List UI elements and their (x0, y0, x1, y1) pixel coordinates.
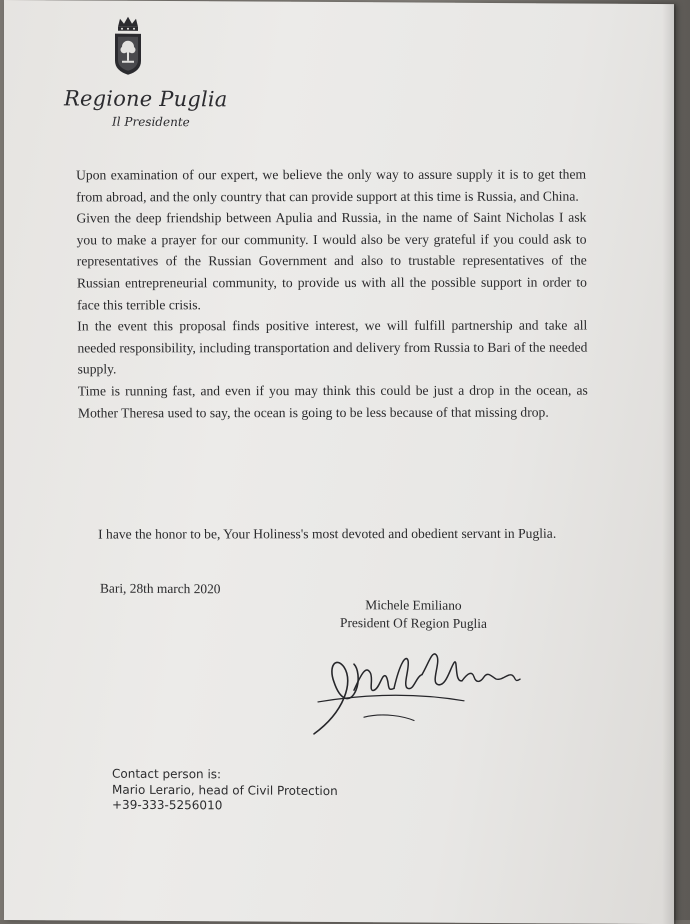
signer-title: President Of Region Puglia (340, 615, 487, 631)
signer-name: Michele Emiliano (365, 597, 462, 613)
letterhead-office: Il Presidente (112, 114, 190, 130)
contact-person: Mario Lerario, head of Civil Protection (112, 782, 338, 798)
place-date: Bari, 28th march 2020 (100, 580, 221, 597)
signer-block (340, 596, 487, 633)
body-paragraph-2: Given the deep friendship between Apulia and Russia, in the name of Saint Nicholas I ask you to make a prayer for our community. I would also be very grateful if you could ask to representatives of the Russian Government and also to trustable representatives of the Russian entrepreneurial community, to provide us with all the possible support in order to face this terrible crisis. (76, 209, 587, 313)
handwritten-signature (304, 642, 544, 743)
letterhead (64, 14, 228, 135)
contact-block (112, 767, 338, 815)
body-paragraph-1: Upon examination of our expert, we believe the only way to assure supply it is to get them from abroad, and the only country that can provide support at this time is Russia, and China. (76, 166, 587, 205)
closing-line: I have the honor to be, Your Holiness's most devoted and obedient servant in Puglia. (98, 525, 557, 542)
letter-page (4, 0, 674, 924)
contact-heading: Contact person is: (112, 766, 222, 782)
letterhead-institution: Regione Puglia (64, 86, 228, 112)
body-paragraph-3: In the event this proposal finds positive interest, we will fulfill partnership and take all needed responsibility, including transportation and delivery from Russia to Bari of the needed supply. (77, 317, 588, 377)
letter-body (76, 164, 588, 424)
body-paragraph-4: Time is running fast, and even if you may think this could be just a drop in the ocean, as Mother Theresa used to say, the ocean is going to be less because of that missing drop. (77, 382, 588, 420)
regional-coat-of-arms-icon (111, 15, 145, 77)
contact-phone: +39-333-5256010 (112, 797, 223, 813)
